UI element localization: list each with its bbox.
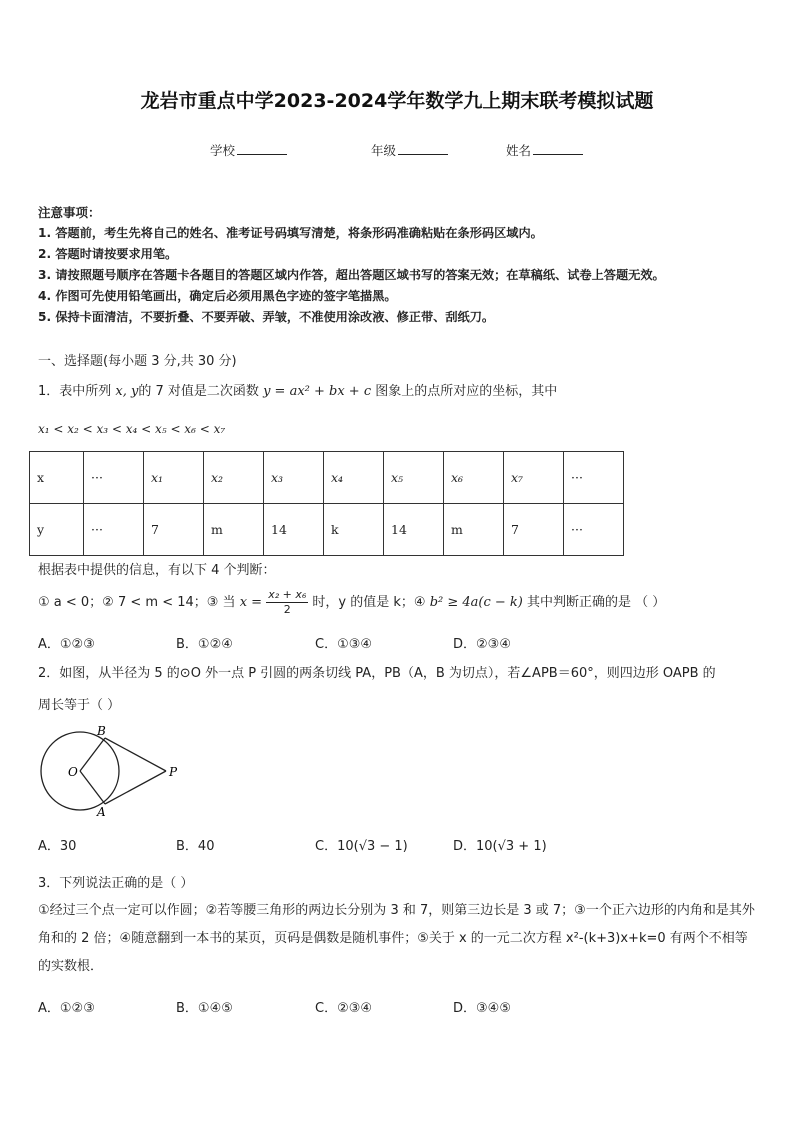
school-label: 学校 [210,143,236,158]
q1-option-d: D．②③④ [453,637,511,652]
tangent-pb [105,738,166,771]
grade-blank [398,142,448,155]
q2-option-d: D．10(√3 + 1) [453,839,547,854]
label-a: A [97,805,106,819]
q2-option-c: C．10(√3 − 1) [315,839,408,854]
q1-order: x₁ < x₂ < x₃ < x₄ < x₅ < x₆ < x₇ [38,422,226,436]
q1-option-a: A．①②③ [38,637,95,652]
q1-judge-4: b² ≥ 4a(c − k) [429,595,523,610]
table-row-y [30,504,624,556]
table-cell: x₁ [144,452,204,504]
q1-table [29,451,624,556]
label-b: B [97,724,106,738]
table-cell: k [324,504,384,556]
note-item: 3. 请按照题号顺序在答题卡各题目的答题区域内作答，超出答题区域书写的答案无效；在草稿纸、试卷上答题无效。 [38,268,665,282]
q1-option-b: B．①②④ [176,637,233,652]
name-label: 姓名 [506,143,532,158]
radius-ob [80,738,105,771]
note-item: 4. 作图可先使用铅笔画出，确定后必须用黑色字迹的签字笔描黑。 [38,289,397,303]
q1-vars: x, y [115,384,139,399]
note-item: 5. 保持卡面清洁，不要折叠、不要弄破、弄皱，不准使用涂改液、修正带、刮纸刀。 [38,310,495,324]
q1-mid: 的 7 对值是二次函数 [138,384,259,399]
q1-judge-2: 时，y 的值是 k；④ [312,595,426,610]
q3-option-b: B．①④⑤ [176,1001,233,1016]
table-cell: x₅ [384,452,444,504]
notes-heading: 注意事项： [38,205,101,220]
table-cell: y [30,504,84,556]
q1-suffix: 图象上的点所对应的坐标，其中 [375,384,558,399]
q1-judge-x: x = [239,595,263,610]
q3-stem: 3．下列说法正确的是（ ） [38,876,194,891]
table-cell: ··· [84,452,144,504]
table-cell: x₇ [504,452,564,504]
q1-info: 根据表中提供的信息，有以下 4 个判断： [38,563,276,578]
table-cell: m [204,504,264,556]
q1-stem [38,380,557,399]
radius-oa [80,771,105,804]
table-cell: ··· [84,504,144,556]
table-cell: m [444,504,504,556]
q1-function: y = ax² + bx + c [263,384,372,399]
q3-option-d: D．③④⑤ [453,1001,511,1016]
q1-judgements [38,588,665,617]
q3-option-a: A．①②③ [38,1001,95,1016]
fraction-denominator: 2 [283,603,291,616]
q1-option-c: C．①③④ [315,637,373,652]
q2-option-a: A．30 [38,839,77,854]
name-blank [533,142,583,155]
table-cell: x [30,452,84,504]
name-field [506,141,583,159]
note-item: 1. 答题前，考生先将自己的姓名、准考证号码填写清楚，将条形码准确粘贴在条形码区域内。 [38,226,543,240]
section-heading: 一、选择题(每小题 3 分,共 30 分) [38,354,237,369]
table-cell: x₆ [444,452,504,504]
tangent-pa [105,771,166,804]
note-item: 2. 答题时请按要求用笔。 [38,247,178,261]
table-cell: x₄ [324,452,384,504]
label-p: P [169,765,178,779]
table-row-x [30,452,624,504]
grade-label: 年级 [371,143,397,158]
table-cell: 14 [264,504,324,556]
q3-body: ①经过三个点一定可以作圆；②若等腰三角形的两边长分别为 3 和 7，则第三边长是 3 或 7；③一个正六边形的内角和是其外角和的 2 倍；④随意翻到一本书的某页，页码是偶数是随机事件；⑤关于 x 的一元二次方程 x²-(k+3)x+k=0 有两个不相等的实数根． [38,903,755,974]
table-cell: 7 [144,504,204,556]
fraction-numerator: x₂ + x₆ [268,588,307,601]
school-blank [237,142,287,155]
school-field [210,141,287,159]
q3-option-c: C．②③④ [315,1001,373,1016]
q1-judge-1: ① a < 0；② 7 < m < 14；③ 当 [38,595,236,610]
q2-option-b: B．40 [176,839,215,854]
page-title: 龙岩市重点中学2023-2024学年数学九上期末联考模拟试题 [140,90,654,112]
q1-prefix: 1．表中所列 [38,384,112,399]
q2-circle-figure [38,724,198,819]
table-cell: x₃ [264,452,324,504]
q2-text-2: 周长等于（ ） [38,698,121,713]
table-cell: ··· [564,452,624,504]
q1-fraction [266,588,308,617]
q1-judge-end: 其中判断正确的是 （ ） [527,595,666,610]
table-cell: 14 [384,504,444,556]
table-cell: 7 [504,504,564,556]
grade-field [371,141,448,159]
table-cell: ··· [564,504,624,556]
label-o: O [68,765,78,779]
q2-text-1: 2．如图，从半径为 5 的⊙O 外一点 P 引圆的两条切线 PA，PB（A，B 为切点），若∠APB＝60°，则四边形 OAPB 的 [38,666,716,681]
table-cell: x₂ [204,452,264,504]
